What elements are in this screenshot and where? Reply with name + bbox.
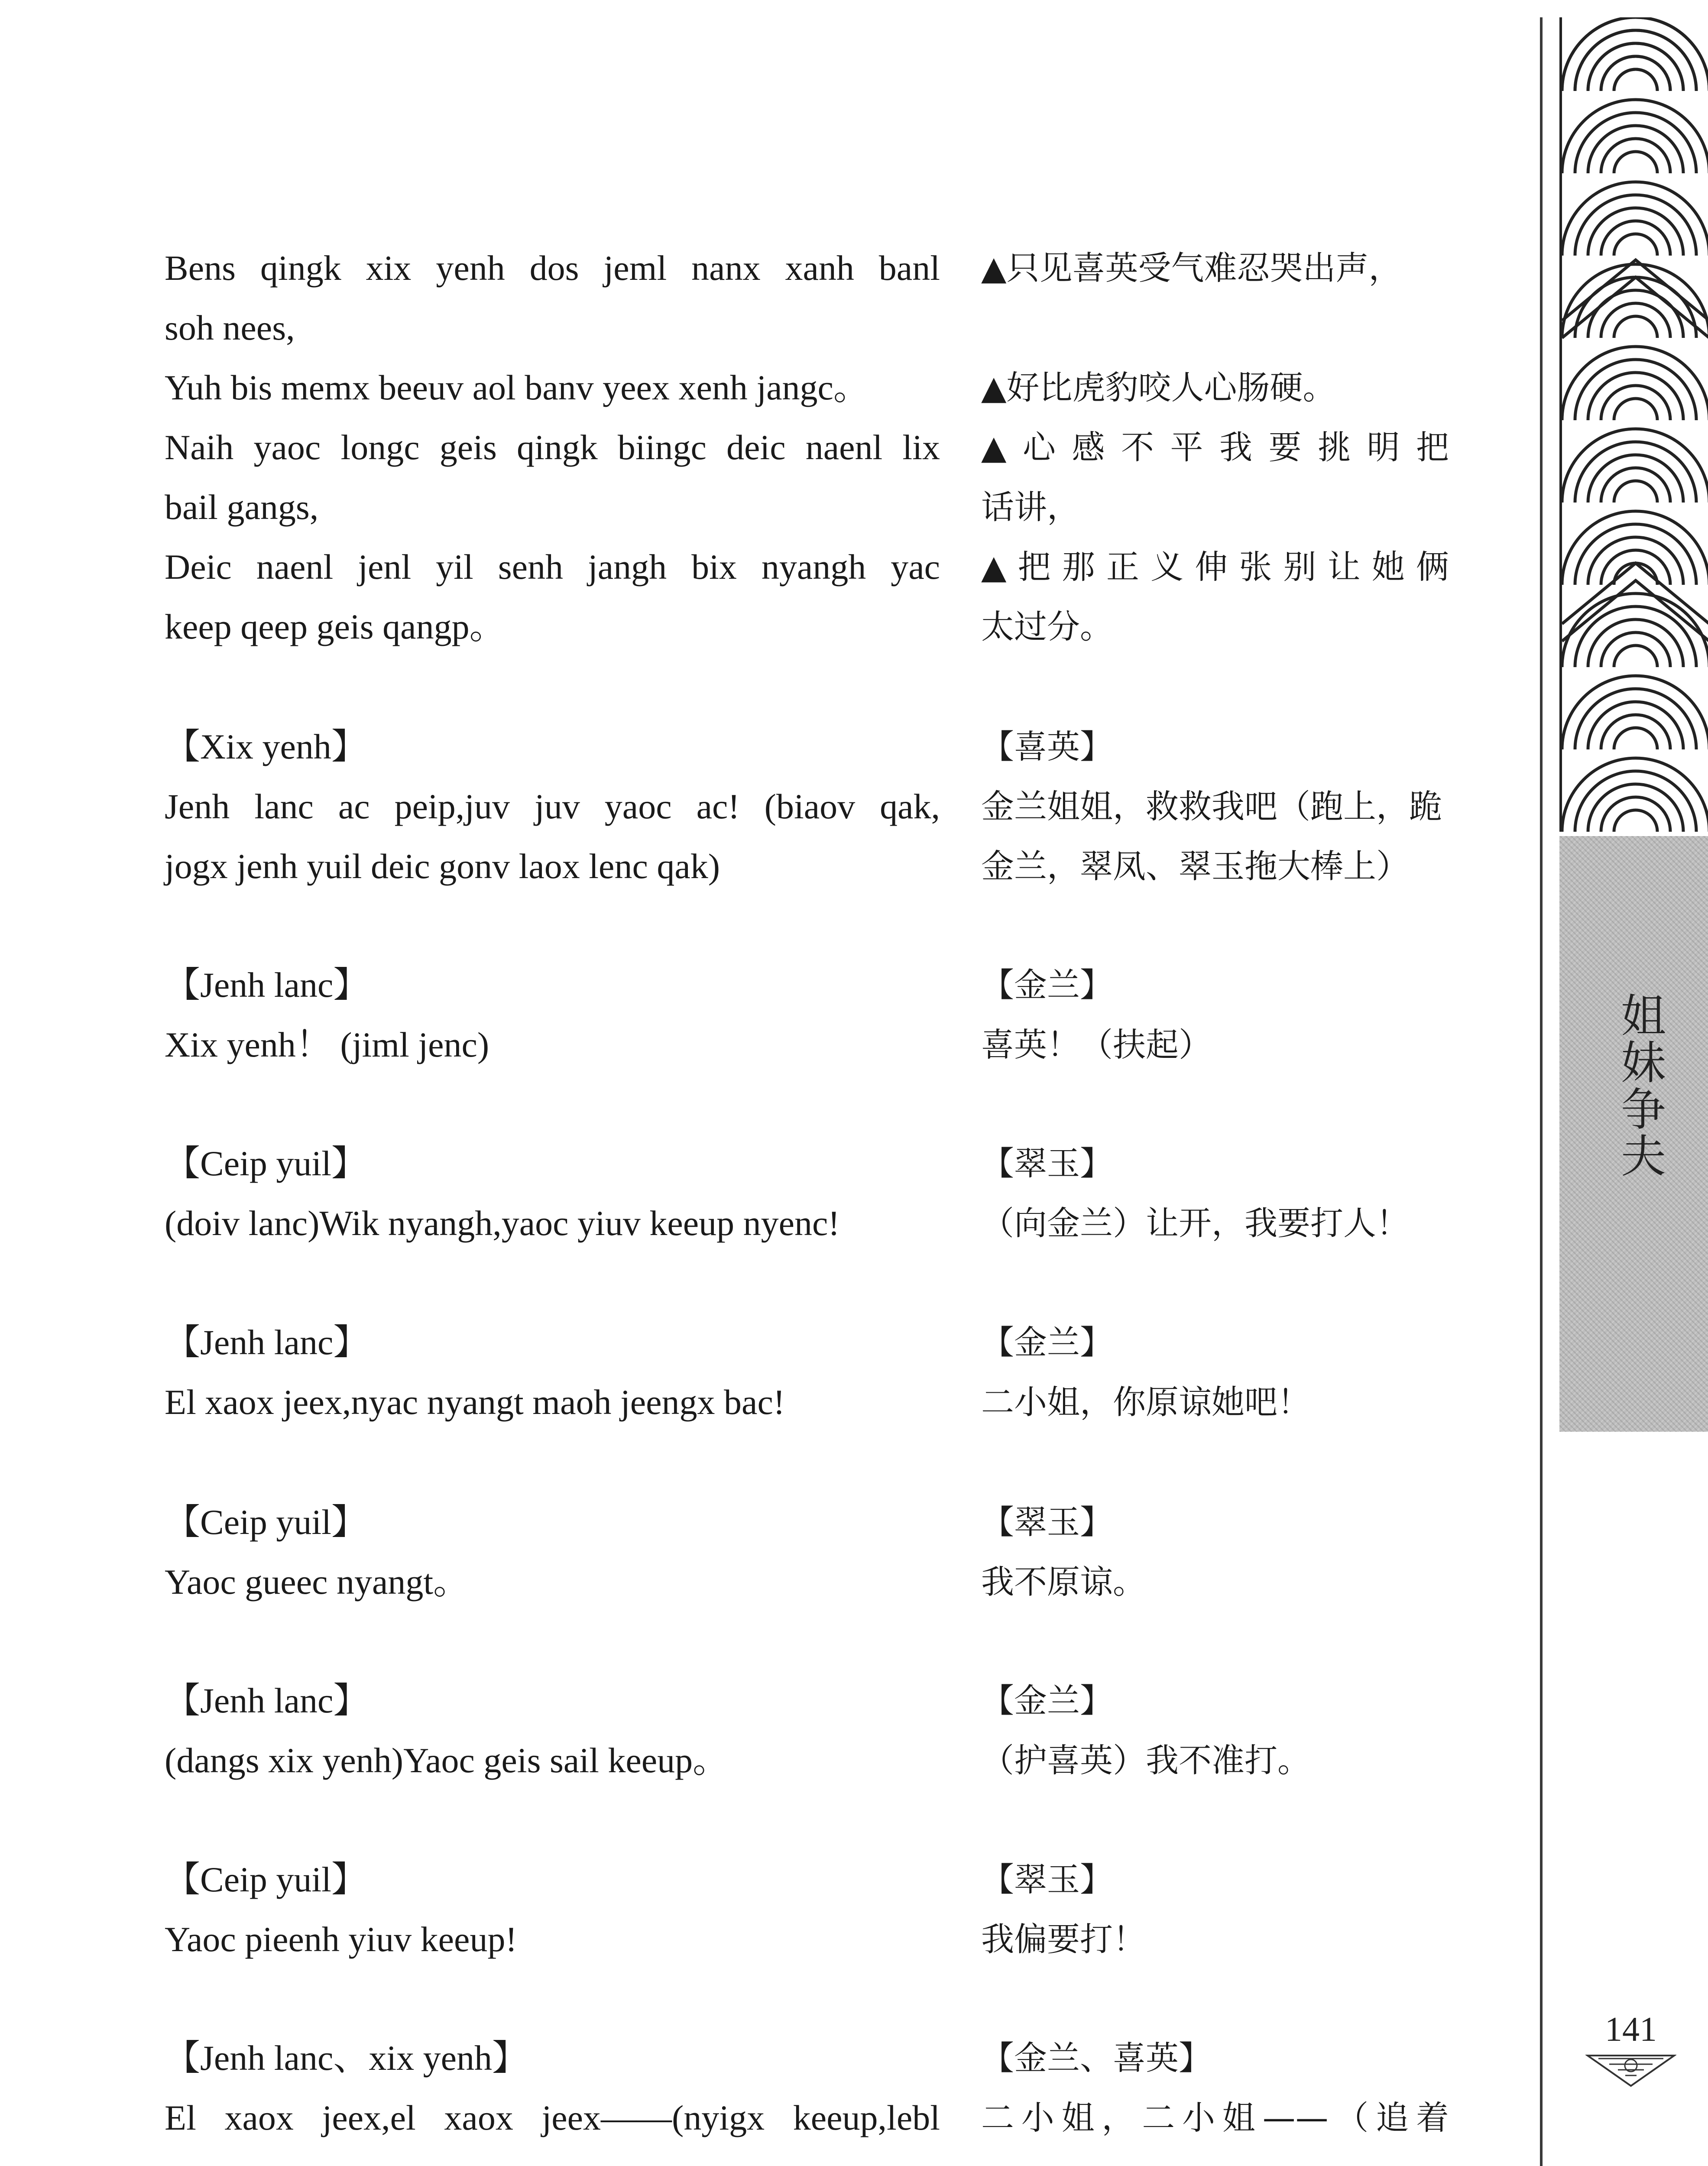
speaker-label: 【金兰】: [981, 1681, 1113, 1720]
text-line: (doiv lanc)Wik nyangh,yaoc yiuv keeup nyenc!: [165, 1203, 840, 1243]
text-line: 二小姐，二小姐——（追着: [981, 2098, 1449, 2137]
text-line: 我偏要打！: [981, 1920, 1146, 1958]
speaker-label: 【翠玉】: [981, 1144, 1113, 1183]
dialogue-block: [165, 1313, 940, 1432]
text-line: Deic naenl jenl yil senh jangh bix nyangh yac: [165, 547, 940, 587]
text-line: ▲心感不平我要挑明把: [981, 428, 1449, 467]
dialogue-block: [165, 955, 940, 1075]
text-line: El xaox jeex,nyac nyangt maoh jeengx bac!: [165, 1382, 785, 1422]
text-line: Bens qingk xix yenh dos jeml nanx xanh banl: [165, 248, 940, 288]
dialogue-block: [165, 2028, 940, 2148]
text-line: 话讲，: [981, 488, 1080, 526]
text-line: 我不原谅。: [981, 1563, 1146, 1601]
text-line: ▲好比虎豹咬人心肠硬。: [981, 368, 1336, 407]
spacer-line: [981, 298, 1449, 358]
speaker-label: 【Xix yenh】: [165, 727, 367, 766]
speaker-label: 【Ceip yuil】: [165, 1144, 367, 1183]
text-line: ▲只见喜英受气难忍哭出声，: [981, 249, 1402, 287]
text-line: Jenh lanc ac peip,juv juv yaoc ac! (biaov qak,: [165, 787, 940, 826]
page-number-ornament-icon: [1585, 2053, 1676, 2088]
dialogue-block: [981, 955, 1449, 1075]
text-line: 金兰姐姐，救救我吧（跑上，跪: [981, 787, 1442, 826]
text-line: Naih yaoc longc geis qingk biingc deic naenl lix: [165, 428, 940, 467]
wave-pattern-icon: [1562, 17, 1708, 832]
dialogue-block: [165, 1492, 940, 1612]
text-line: (dangs xix yenh)Yaoc geis sail keeup。: [165, 1741, 729, 1780]
text-line: 太过分。: [981, 607, 1113, 646]
text-line: jogx jenh yuil deic gonv laox lenc qak): [165, 846, 720, 886]
verse-block: [165, 238, 940, 657]
speaker-label: 【Jenh lanc】: [165, 1681, 369, 1720]
text-line: Yaoc gueec nyangt。: [165, 1562, 469, 1602]
text-line: El xaox jeex,el xaox jeex——(nyigx keeup,lebl: [165, 2098, 940, 2137]
speaker-label: 【喜英】: [981, 727, 1113, 766]
speaker-label: 【Ceip yuil】: [165, 1502, 367, 1542]
dialogue-block: [165, 1671, 940, 1790]
speaker-label: 【Jenh lanc、xix yenh】: [165, 2038, 528, 2078]
page-number: 141: [1605, 2010, 1657, 2049]
text-line: Yaoc pieenh yiuv keeup!: [165, 1920, 517, 1959]
speaker-label: 【Jenh lanc】: [165, 965, 369, 1005]
text-line: ▲把那正义伸张别让她俩: [981, 548, 1449, 586]
text-line: keep qeep geis qangp。: [165, 607, 505, 646]
text-line: Yuh bis memx beeuv aol banv yeex xenh jangc。: [165, 368, 869, 407]
dialogue-block: [981, 2028, 1449, 2148]
speaker-label: 【Ceip yuil】: [165, 1860, 367, 1899]
dialogue-block: [165, 717, 940, 896]
cloud-wave-ornament: [1555, 17, 1708, 832]
speaker-label: 【Jenh lanc】: [165, 1323, 369, 1362]
running-title: 姐妹争夫: [1613, 992, 1666, 1179]
text-line: （向金兰）让开，我要打人！: [981, 1204, 1409, 1242]
speaker-label: 【金兰】: [981, 966, 1113, 1004]
dialogue-block: [165, 1134, 940, 1253]
text-line: soh nees,: [165, 308, 295, 347]
speaker-label: 【金兰】: [981, 1323, 1113, 1362]
dialogue-block: [981, 1313, 1449, 1432]
running-title-band: [1559, 836, 1708, 1432]
dialogue-block: [981, 1492, 1449, 1612]
text-line: Xix yenh！ (jiml jenc): [165, 1025, 489, 1064]
speaker-label: 【翠玉】: [981, 1860, 1113, 1899]
dialogue-block: [981, 1850, 1449, 1969]
dialogue-block: [981, 1134, 1449, 1253]
speaker-label: 【翠玉】: [981, 1503, 1113, 1541]
text-line: 二小姐，你原谅她吧！: [981, 1383, 1310, 1421]
verse-block: [981, 238, 1449, 657]
text-line: 喜英！（扶起）: [981, 1025, 1212, 1064]
speaker-label: 【金兰、喜英】: [981, 2039, 1212, 2077]
margin-rule: [1540, 17, 1543, 2166]
dialogue-block: [981, 717, 1449, 896]
dialogue-block: [981, 1671, 1449, 1790]
dialogue-block: [165, 1850, 940, 1969]
text-line: （护喜英）我不准打。: [981, 1741, 1310, 1780]
text-line: bail gangs,: [165, 487, 319, 527]
text-line: 金兰，翠凤、翠玉拖大棒上）: [981, 847, 1409, 885]
